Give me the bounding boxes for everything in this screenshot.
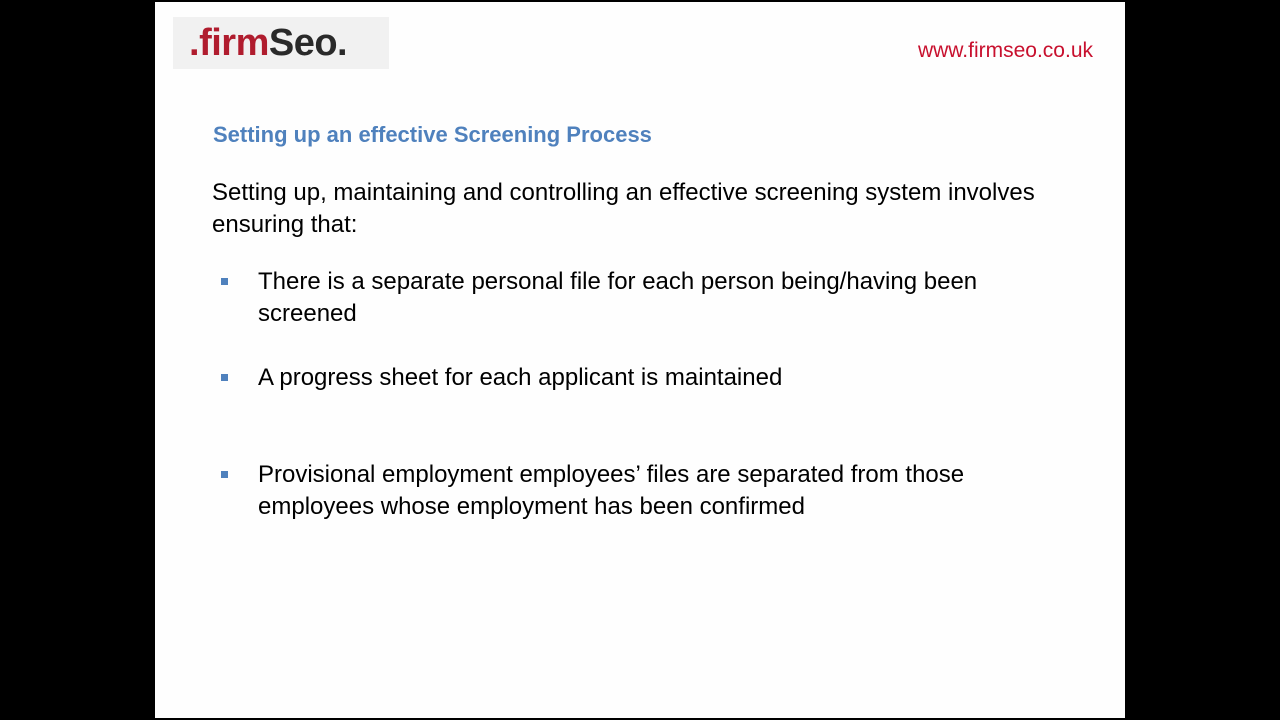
- bullet-text: There is a separate personal file for each person being/having been screened: [258, 268, 978, 327]
- logo-firm-text: firm: [199, 22, 269, 64]
- bullet-text: Provisional employment employees’ files are separated from those employees whose employment has been confirmed: [258, 461, 965, 520]
- slide-title: Setting up an effective Screening Process: [213, 122, 652, 147]
- bullet-text: A progress sheet for each applicant is maintained: [258, 364, 783, 391]
- logo-dot: .: [189, 22, 200, 64]
- square-bullet-icon: [221, 374, 228, 381]
- intro-paragraph: Setting up, maintaining and controlling an effective screening system involves ensuring that:: [212, 179, 1035, 238]
- firmseo-logo: [173, 17, 389, 69]
- presentation-slide: [155, 2, 1125, 718]
- square-bullet-icon: [221, 278, 228, 285]
- website-url: www.firmseo.co.uk: [917, 39, 1093, 62]
- square-bullet-icon: [221, 471, 228, 478]
- logo-seo-text: Seo.: [268, 22, 348, 64]
